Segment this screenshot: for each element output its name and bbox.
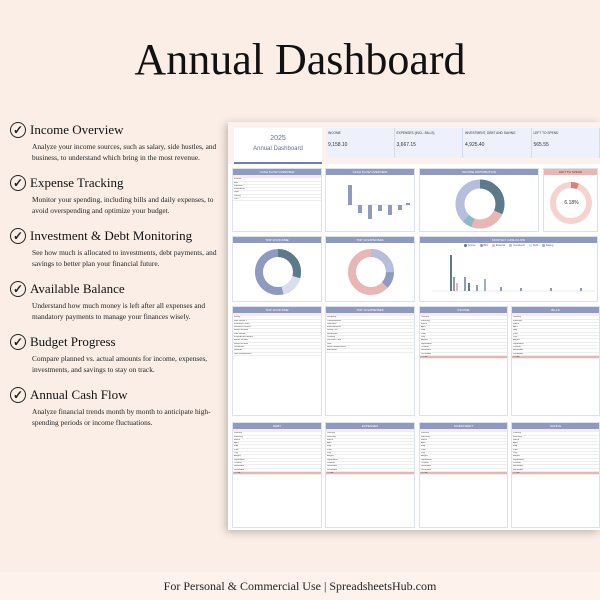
chart-bar (550, 288, 552, 291)
footer: For Personal & Commercial Use | SpreadsheetsHub.com (0, 572, 600, 600)
feature-item (10, 281, 222, 322)
row-label: June (513, 332, 518, 335)
row-label: Entertainment (327, 326, 341, 329)
kpi-value: 565.55 (533, 142, 549, 148)
row-label: Gifts (327, 342, 332, 345)
row-label: Dining Out (327, 329, 338, 332)
page-title: Annual Dashboard (134, 35, 466, 84)
chart-bar (406, 203, 410, 205)
chart-bar (500, 287, 502, 291)
cashflow-bar-chart (326, 175, 416, 231)
saving-table (511, 422, 600, 528)
total-label: TOTAL (420, 472, 449, 474)
row-label: June (421, 448, 426, 451)
total-row (326, 472, 414, 475)
kpi-value: 4,925.40 (465, 142, 485, 148)
row-label: December (234, 468, 245, 471)
feature-item (10, 334, 222, 375)
row-label: Salary (234, 316, 241, 319)
income-table-header: INCOME (420, 307, 507, 313)
row-label: Home Maintenance (327, 345, 346, 348)
row-label: August (421, 455, 428, 458)
check-circle-icon: ✓ (10, 281, 26, 297)
cashflow-summary-header: CASH FLOW OVERVIEW (326, 169, 414, 175)
row-label: October (513, 345, 521, 348)
total-row (233, 472, 321, 475)
row-label: July (327, 452, 331, 455)
total-label: TOTAL (512, 356, 541, 358)
feature-item (10, 122, 222, 163)
row-label: July (421, 452, 425, 455)
row-label: August (234, 455, 241, 458)
feature-description: Analyze your income sources, such as salary, side hustles, and business, to understand which bring in the most revenue. (32, 142, 217, 162)
row-label: Expense (234, 184, 243, 187)
row-label: December (513, 352, 524, 355)
top-income-donut (233, 243, 323, 301)
feature-title: Expense Tracking (30, 175, 124, 190)
row-label: December (421, 352, 432, 355)
kpi-value: 3,667.15 (396, 142, 416, 148)
chart-bar (388, 205, 392, 215)
row-label: September (513, 342, 524, 345)
row-label: September (327, 458, 338, 461)
bills-table (511, 306, 600, 416)
chart-bar (456, 283, 458, 291)
total-label: TOTAL (233, 472, 262, 474)
dashboard-screenshot (228, 122, 600, 530)
row-label: January (327, 432, 335, 435)
row-label: Groceries (327, 322, 337, 325)
kpi-label: INVESTMENT, DEBT AND SAVING (465, 131, 516, 135)
top-income-header: TOP 10 INCOME (233, 237, 321, 243)
row-label: February (234, 435, 243, 438)
table-row (326, 349, 414, 352)
bills-table-header: BILLS (512, 307, 599, 313)
row-label: Rental Income (234, 342, 249, 345)
chart-bar (368, 205, 372, 219)
chart-bar (398, 205, 402, 210)
check-circle-icon: ✓ (10, 228, 26, 244)
kpi-label: INCOME (328, 131, 341, 135)
check-circle-icon: ✓ (10, 122, 26, 138)
row-label: July (421, 336, 425, 339)
row-label: July (234, 452, 238, 455)
row-label: January (513, 432, 521, 435)
kpi-card (532, 128, 600, 158)
row-label: Saving (234, 194, 241, 197)
chart-bar (520, 288, 522, 291)
top-expenses-header: TOP 10 EXPENSES (326, 237, 414, 243)
row-label: June (421, 332, 426, 335)
left-to-spend-pct: 6.18% (564, 200, 579, 206)
feature-title: Annual Cash Flow (30, 387, 128, 402)
check-circle-icon: ✓ (10, 387, 26, 403)
row-label: Bills (234, 181, 239, 184)
row-label: July (513, 336, 517, 339)
income-distribution-header: INCOME DISTRIBUTION (420, 169, 538, 175)
row-label: October (327, 461, 335, 464)
row-label: Debt (234, 191, 239, 194)
feature-description: Monitor your spending, including bills and daily expenses, to avoid overspending and optimize your budget. (32, 195, 214, 215)
kpi-label: EXPENSES (INCL. BILLS) (396, 131, 435, 135)
monthly-cashflow-header: MONTHLY CASH FLOW (420, 237, 597, 243)
debt-table-header: DEBT (233, 423, 321, 429)
cashflow-summary-panel (325, 168, 415, 232)
income-donut (420, 175, 540, 231)
row-label: February (513, 435, 522, 438)
row-label: March (421, 438, 428, 441)
row-label: November (513, 349, 524, 352)
row-label: Investment (234, 188, 245, 191)
row-label: September (513, 458, 524, 461)
income-distribution-panel (419, 168, 539, 232)
row-label: LEFT (234, 198, 240, 201)
total-row (420, 356, 507, 359)
debt-table (232, 422, 322, 528)
chart-bar (484, 279, 486, 291)
top-expenses-donut (326, 243, 416, 301)
row-label: August (421, 339, 428, 342)
row-label: January (421, 432, 429, 435)
row-label: September (421, 342, 432, 345)
row-label: Healthcare (327, 332, 338, 335)
saving-table-header: SAVING (512, 423, 599, 429)
row-label: February (421, 435, 430, 438)
row-label: November (327, 465, 338, 468)
kpi-card (395, 128, 464, 158)
legend-item: Saving (542, 244, 553, 247)
feature-description: Compare planned vs. actual amounts for income, expenses, investments, and savings to stay on track. (32, 354, 208, 374)
total-label: TOTAL (512, 472, 541, 474)
feature-title: Investment & Debt Monitoring (30, 228, 193, 243)
check-circle-icon: ✓ (10, 334, 26, 350)
feature-description: See how much is allocated to investments, debt payments, and savings to better plan your financial future. (32, 248, 217, 268)
total-label: TOTAL (420, 356, 449, 358)
expenses-table-header: EXPENSES (326, 423, 414, 429)
row-label: Clothing (327, 336, 336, 339)
left-to-spend-panel (543, 168, 598, 232)
row-label: May (513, 445, 518, 448)
year-label: 2025 (270, 135, 286, 142)
row-label: April (421, 326, 426, 329)
chart-bar (580, 288, 582, 291)
row-label: Education (327, 349, 337, 352)
row-label: Freelance Work (234, 322, 250, 325)
row-label: Gifts or Allowance (234, 352, 252, 355)
row-label: June (234, 448, 239, 451)
chart-bar (450, 255, 452, 291)
legend-item: Income (464, 244, 476, 247)
row-label: November (421, 349, 432, 352)
row-label: Refunds (234, 349, 243, 352)
total-label: TOTAL (326, 472, 355, 474)
overview-header: CASH FLOW OVERVIEW (233, 169, 321, 175)
row-label: March (327, 438, 334, 441)
income-table (419, 306, 508, 416)
kpi-value: 9,158.10 (328, 142, 348, 148)
row-label: Dividends (234, 345, 244, 348)
feature-list (10, 122, 222, 440)
expenses-table (325, 422, 415, 528)
row-label: January (234, 432, 242, 435)
total-row (512, 472, 599, 475)
row-label: September (234, 458, 245, 461)
year-box (234, 128, 322, 164)
row-label: August (513, 339, 520, 342)
row-label: December (421, 468, 432, 471)
top-income-panel (232, 236, 322, 302)
investment-table (419, 422, 508, 528)
row-label: October (234, 461, 242, 464)
dashboard-header (228, 122, 600, 164)
row-label: January (513, 316, 521, 319)
row-label: April (513, 442, 518, 445)
row-label: February (421, 319, 430, 322)
row-label: June (513, 448, 518, 451)
total-row (420, 472, 507, 475)
chart-bar (453, 277, 455, 291)
row-label: Business Income (234, 326, 251, 329)
row-label: August (327, 455, 334, 458)
feature-description: Understand how much money is left after all expenses and mandatory payments to manage your finances wisely. (32, 301, 206, 321)
legend-item: Expense (492, 244, 505, 247)
check-circle-icon: ✓ (10, 175, 26, 191)
row-label: December (327, 468, 338, 471)
feature-title: Income Overview (30, 122, 124, 137)
chart-bar (476, 285, 478, 291)
kpi-label: LEFT TO SPEND (533, 131, 559, 135)
monthly-cashflow-panel (419, 236, 598, 302)
feature-description: Analyze financial trends month by month to anticipate high-spending periods or income fluctuations. (32, 407, 211, 427)
row-label: June (327, 448, 332, 451)
row-label: Investment Returns (234, 336, 253, 339)
kpi-card (463, 128, 532, 158)
row-label: Shopping (327, 316, 337, 319)
chart-bar (358, 205, 362, 213)
row-label: Side Hustle (234, 332, 246, 335)
row-label: December (513, 468, 524, 471)
row-label: Rental Income (234, 329, 249, 332)
top-expenses-table (325, 306, 415, 416)
row-label: October (421, 345, 429, 348)
kpi-card (326, 128, 395, 158)
feature-item (10, 175, 222, 216)
row-label: November (234, 465, 245, 468)
monthly-bar-chart (420, 247, 599, 299)
row-label: Personal Care (327, 339, 341, 342)
feature-title: Budget Progress (30, 334, 116, 349)
legend-item: Bills (480, 244, 488, 247)
dashboard-name: Annual Dashboard (253, 146, 303, 152)
overview-panel (232, 168, 322, 232)
row-label: October (513, 461, 521, 464)
chart-bar (468, 283, 470, 291)
row-label: May (513, 329, 518, 332)
top-expenses-panel (325, 236, 415, 302)
legend-item: Debt (529, 244, 538, 247)
kpi-bar (326, 128, 600, 158)
row-label: February (513, 319, 522, 322)
chart-bar (348, 185, 352, 205)
row-label: May (421, 445, 426, 448)
left-to-spend-header: LEFT TO SPEND (544, 169, 597, 175)
row-label: Side Hustle 1 (234, 319, 248, 322)
investment-table-header: INVESTMENT (420, 423, 507, 429)
feature-item (10, 387, 222, 428)
row-label: May (327, 445, 332, 448)
row-label: October (421, 461, 429, 464)
top-income-table (232, 306, 322, 416)
table-row (233, 353, 321, 356)
feature-title: Available Balance (30, 281, 125, 296)
legend-item: Investment (509, 244, 525, 247)
table-row (233, 198, 321, 201)
row-label: Bonus Income (234, 339, 248, 342)
top-expenses-table-header: TOP 10 EXPENSES (326, 307, 414, 313)
top-income-table-header: TOP 10 INCOME (233, 307, 321, 313)
total-row (512, 356, 599, 359)
row-label: February (327, 435, 336, 438)
row-label: April (327, 442, 332, 445)
row-label: November (421, 465, 432, 468)
row-label: August (513, 455, 520, 458)
row-label: July (513, 452, 517, 455)
feature-item (10, 228, 222, 269)
row-label: May (421, 329, 426, 332)
row-label: May (234, 445, 239, 448)
row-label: March (513, 438, 520, 441)
row-label: January (421, 316, 429, 319)
row-label: April (234, 442, 239, 445)
row-label: March (513, 322, 520, 325)
row-label: March (421, 322, 428, 325)
chart-bar (378, 205, 382, 211)
row-label: September (421, 458, 432, 461)
row-label: April (513, 326, 518, 329)
row-label: November (513, 465, 524, 468)
row-label: March (234, 438, 241, 441)
row-label: Income (234, 178, 242, 181)
row-label: April (421, 442, 426, 445)
row-label: Transportation (327, 319, 342, 322)
chart-bar (464, 277, 466, 291)
